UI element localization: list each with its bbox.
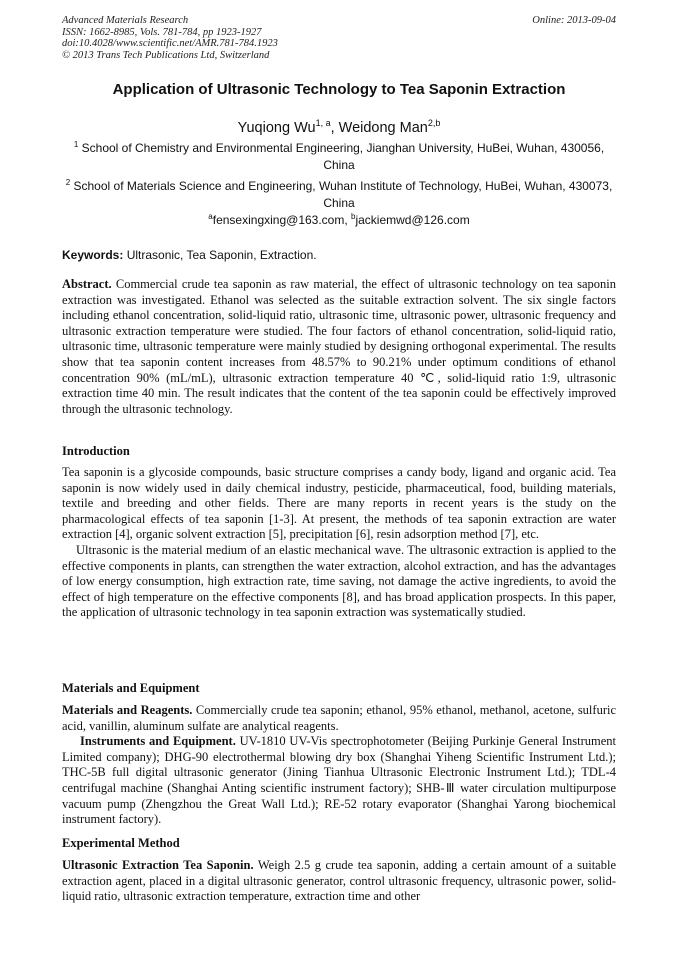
email-b: jackiemwd@126.com bbox=[355, 213, 470, 227]
materials-body bbox=[62, 703, 616, 828]
introduction-paragraph-2: Ultrasonic is the material medium of an elastic mechanical wave. The ultrasonic extraction is applied to the effective components in plants, can strengthen the water extraction, alcohol extraction, and has the advantages of low energy consumption, high extraction rate, time saving, not damage the active ingredients, to avoid the effect of high temperature on the effective components [8], and has broad application prospects. In this paper, the application of ultrasonic technology in tea saponin extraction was systematically studied. bbox=[62, 542, 616, 620]
author-1-name: Yuqiong Wu bbox=[237, 120, 316, 136]
instruments-text: UV-1810 UV-Vis spectrophotometer (Beijing Purkinje General Instrument Limited company); DHG-90 electrothermal blowing dry box (Shanghai Yiheng Scientific Instrument Ltd.); THC-5B full digital ultrasonic generator (Jining Tianhua Ultrasonic Electronic Instrument Ltd.); TDL-4 centrifugal machine (Shanghai Anting scientific instrument factory); SHB-Ⅲ water circulation multipurpose vacuum pump (Zhengzhou the Great Wall Ltd.); RE-52 rotary evaporator (Shanghai Yarong biochemical instrument factory). bbox=[62, 734, 616, 827]
materials-instruments-paragraph bbox=[62, 734, 616, 828]
materials-reagents-paragraph bbox=[62, 703, 616, 734]
affiliation-1-mark: 1 bbox=[73, 140, 79, 149]
introduction-heading: Introduction bbox=[62, 444, 130, 458]
issn-line: ISSN: 1662-8985, Vols. 781-784, pp 1923-1927 bbox=[62, 26, 262, 38]
affiliation-2-text: School of Materials Science and Engineering, Wuhan Institute of Technology, HuBei, Wuhan, 430073, China bbox=[73, 179, 613, 210]
journal-header bbox=[62, 15, 616, 61]
experimental-heading: Experimental Method bbox=[62, 836, 180, 850]
experimental-text: Weigh 2.5 g crude tea saponin, adding a certain amount of a suitable extraction agent, placed in a digital ultrasonic generator, control ultrasonic frequency, ultrasonic power, solid-liquid ratio, ultrasonic extraction temperature, extraction time and other bbox=[62, 858, 617, 904]
experimental-body bbox=[62, 858, 616, 905]
keywords-text: Ultrasonic, Tea Saponin, Extraction. bbox=[123, 248, 317, 262]
materials-heading: Materials and Equipment bbox=[62, 681, 200, 695]
reagents-text: Commercially crude tea saponin; ethanol, 95% ethanol, methanol, acetone, sulfuric acid, vanillin, aluminum sulfate are analytical reagents. bbox=[62, 703, 617, 733]
email-a-mark: a bbox=[208, 212, 213, 221]
author-line bbox=[62, 114, 616, 138]
abstract-text: Commercial crude tea saponin as raw material, the effect of ultrasonic technology on tea saponin extraction was investigated. Ethanol was selected as the suitable extraction solvent. The six single factors including ethanol concentration, solid-liquid ratio, ultrasonic time, ultrasonic power, ultrasonic frequency and ultrasonic extraction temperature were studied. The four factors of ethanol concentration, solid-liquid ratio, ultrasonic time, ultrasonic temperature were mainly studied by designing orthogonal experimental. The results show that tea saponin content increases from 48.57% to 90.21% under optimum conditions of ethanol concentration 90% (mL/mL), ultrasonic extraction temperature 40 ℃, solid-liquid ratio 1:9, ultrasonic extraction time 40 min. The result indicates that the content of the tea saponin could be effectively improved through the ultrasonic technology. bbox=[62, 277, 616, 416]
keywords bbox=[62, 247, 616, 263]
affiliation-1 bbox=[62, 137, 616, 173]
email-separator: , bbox=[344, 213, 352, 227]
affiliation-2 bbox=[62, 175, 616, 211]
email-line bbox=[62, 209, 616, 228]
introduction-paragraph-1: Tea saponin is a glycoside compounds, basic structure comprises a candy body, ligand and organic acid. Tea saponin is now widely used in daily chemical industry, pesticide, pharmaceutical, food, building materials, textile and breeding and other fields. There are many reports in recent years is the study on the pharmacological effects of tea saponin [1-3]. At present, the methods of tea saponin extraction are water extraction [4], organic solvent extraction [5], precipitation [6], resin adsorption method [7], etc. bbox=[62, 465, 616, 542]
author-separator: , bbox=[330, 120, 339, 136]
affiliation-1-text: School of Chemistry and Environmental Engineering, Jianghan University, HuBei, Wuhan, 430056, China bbox=[81, 141, 605, 172]
abstract bbox=[62, 277, 616, 417]
doi-line: doi:10.4028/www.scientific.net/AMR.781-784.1923 bbox=[62, 38, 278, 50]
author-1-affil-mark: 1, a bbox=[315, 118, 331, 128]
instruments-label: Instruments and Equipment. bbox=[80, 734, 236, 749]
paper-title: Application of Ultrasonic Technology to Tea Saponin Extraction bbox=[112, 81, 566, 98]
affiliation-2-mark: 2 bbox=[65, 178, 71, 187]
reagents-label: Materials and Reagents. bbox=[62, 703, 193, 717]
email-a: fensexingxing@163.com bbox=[212, 213, 345, 227]
online-date: Online: 2013-09-04 bbox=[532, 15, 616, 26]
author-2-affil-mark: 2,b bbox=[427, 118, 441, 128]
journal-name: Advanced Materials Research bbox=[62, 15, 189, 26]
abstract-label: Abstract. bbox=[62, 277, 112, 291]
experimental-label: Ultrasonic Extraction Tea Saponin. bbox=[62, 858, 254, 872]
introduction-body bbox=[62, 465, 616, 621]
copyright-line: © 2013 Trans Tech Publications Ltd, Switzerland bbox=[62, 49, 270, 61]
keywords-label: Keywords: bbox=[62, 248, 124, 262]
email-b-mark: b bbox=[351, 212, 356, 221]
author-2-name: Weidong Man bbox=[338, 120, 428, 136]
